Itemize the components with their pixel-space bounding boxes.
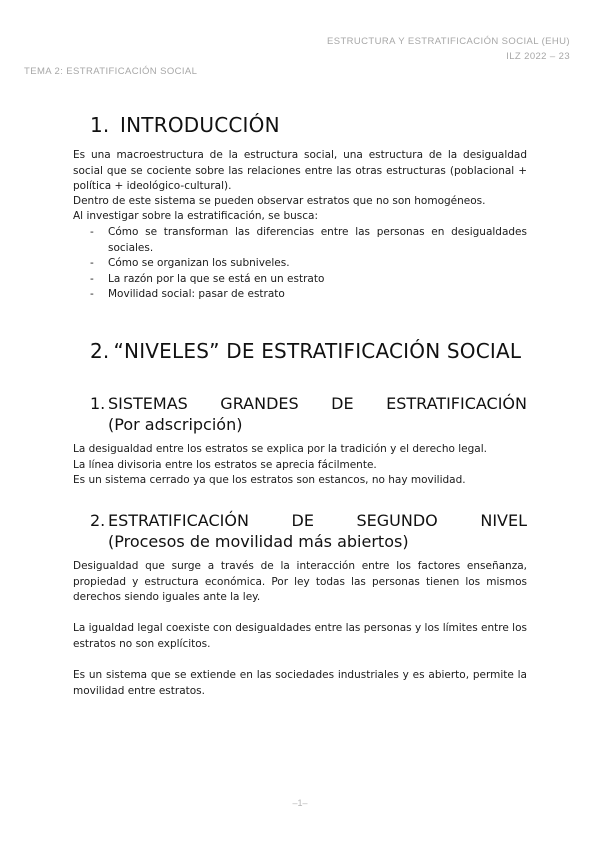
header-year: ILZ 2022 – 23 [506,51,570,62]
subsection-1-number: 1. [90,394,106,413]
section-2-number: 2. [90,339,110,363]
section-1-para-2: Dentro de este sistema se pueden observar estratos que no son homogéneos. [73,195,486,207]
subsection-2-para-1: Desigualdad que surge a través de la interacción entre los factores enseñanza, propiedad y estructura económica. Por ley todas las personas tienen los mismos derechos siendo iguales ante la ley. [73,560,527,603]
subsection-1-title: SISTEMAS GRANDES DE ESTRATIFICACIÓN [108,394,527,413]
text-line: Es un sistema cerrado ya que los estratos son estancos, no hay movilidad. [73,474,466,486]
list-item: - Cómo se transforman las diferencias entre las personas en desigualdades sociales. [90,226,527,254]
text-line: La línea divisoria entre los estratos se aprecia fácilmente. [73,458,377,471]
section-1-title: INTRODUCCIÓN [120,113,280,137]
subsection-2-para-3: Es un sistema que se extiende en las sociedades industriales y es abierto, permite la movilidad entre estratos. [73,669,527,697]
section-1-bullet-list [90,225,527,303]
section-2-title: “NIVELES” DE ESTRATIFICACIÓN SOCIAL [113,339,522,363]
page-number: –1– [292,798,308,808]
subsection-1-heading [90,393,527,435]
header-topic: TEMA 2: ESTRATIFICACIÓN SOCIAL [24,66,198,77]
text-line: La desigualdad entre los estratos se explica por la tradición y el derecho legal. [73,443,487,455]
list-item: - Cómo se organizan los subniveles. [90,257,290,269]
subsection-1-subtitle: (Por adscripción) [108,415,243,434]
section-1-para-3: Al investigar sobre la estratificación, se busca: [73,210,318,222]
subsection-2-number: 2. [90,511,106,530]
subsection-2-title: ESTRATIFICACIÓN DE SEGUNDO NIVEL [108,511,527,530]
header-course: ESTRUCTURA Y ESTRATIFICACIÓN SOCIAL (EHU) [326,36,570,47]
subsection-2-para-2: La igualdad legal coexiste con desigualdades entre las personas y los límites entre los estratos no son explícitos. [73,622,527,650]
subsection-2-heading [90,510,527,552]
section-1-number: 1. [90,113,110,137]
subsection-2-subtitle: (Procesos de movilidad más abiertos) [108,532,409,551]
section-1-heading [90,113,280,137]
subsection-1-body [73,442,527,489]
list-item: - La razón por la que se está en un estrato [90,272,325,285]
list-item: - Movilidad social: pasar de estrato [90,288,285,300]
section-2-heading [90,339,521,363]
section-1-para-1: Es una macroestructura de la estructura social, una estructura de la desigualdad social que se cociente sobre las relaciones entre las otras estructuras (poblacional + política + ideológico-cultural). [73,149,527,192]
